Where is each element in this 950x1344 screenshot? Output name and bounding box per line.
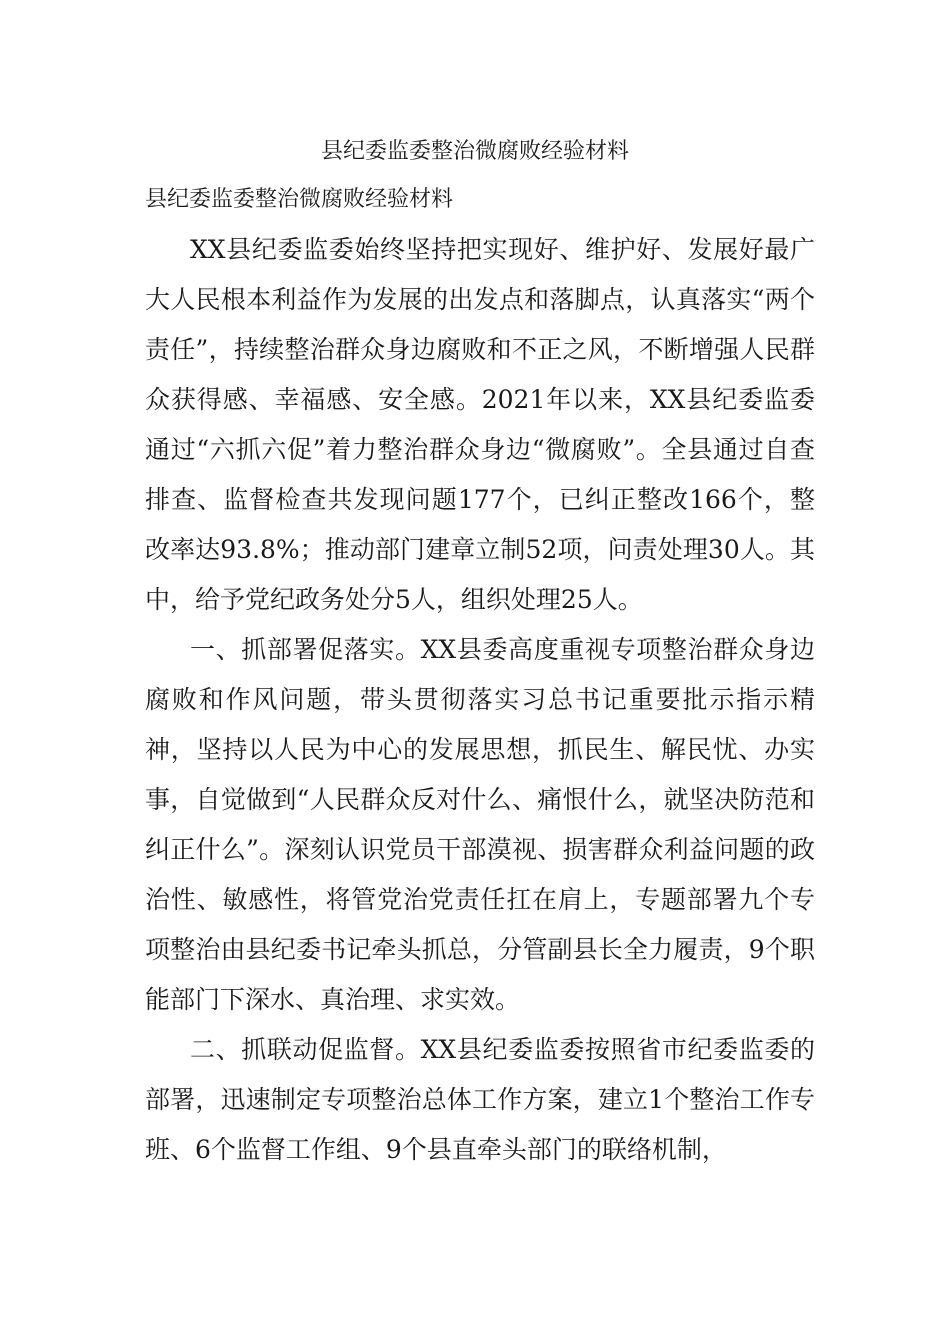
document-body (145, 178, 815, 1175)
paragraph-section-1: 一、抓部署促落实。XX县委高度重视专项整治群众身边腐败和作风问题，带头贯彻落实习总书记重要批示指示精神，坚持以人民为中心的发展思想，抓民生、解民忧、办实事，自觉做到“人民群众反对什么、痛恨什么，就坚决防范和纠正什么”。深刻认识党员干部漠视、损害群众利益问题的政治性、敏感性，将管党治党责任扛在肩上，专题部署九个专项整治由县纪委书记牵头抓总，分管副县长全力履责，9个职能部门下深水、真治理、求实效。 (145, 635, 815, 1014)
document-title: 县纪委监委整治微腐败经验材料 (320, 139, 629, 164)
paragraph-section-2: 二、抓联动促监督。XX县纪委监委按照省市纪委监委的部署，迅速制定专项整治总体工作方案，建立1个整治工作专班、6个监督工作组、9个县直牵头部门的联络机制， (145, 1035, 815, 1164)
document-subtitle: 县纪委监委整治微腐败经验材料 (145, 187, 454, 212)
paragraph-intro: XX县纪委监委始终坚持把实现好、维护好、发展好最广大人民根本利益作为发展的出发点和落脚点，认真落实“两个责任”，持续整治群众身边腐败和不正之风，不断增强人民群众获得感、幸福感、安全感。2021年以来，XX县纪委监委通过“六抓六促”着力整治群众身边“微腐败”。全县通过自查排查、监督检查共发现问题177个，已纠正整改166个，整改率达93.8%；推动部门建章立制52项，问责处理30人。其中，给予党纪政务处分5人，组织处理25人。 (145, 235, 815, 614)
